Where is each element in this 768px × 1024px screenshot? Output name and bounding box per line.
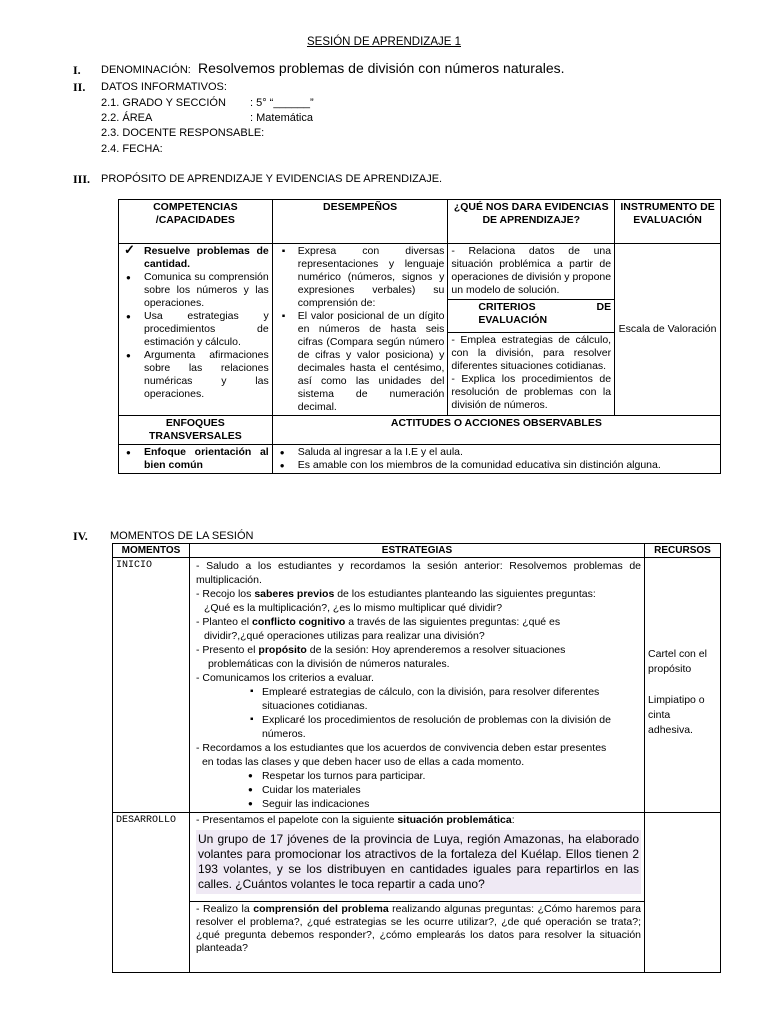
area-value: : Matemática [250, 112, 313, 124]
header-recursos: RECURSOS [645, 544, 721, 558]
actitud-item: ● Saluda al ingresar a la I.E y el aula. [276, 446, 717, 459]
section-3-number: III. [73, 172, 91, 186]
section-2-number: II. [73, 80, 86, 94]
estrategias-desarrollo [189, 813, 644, 902]
criterio-item: - Emplea estrategias de cálculo, con la división, para resolver diferentes situaciones cotidianas. [451, 334, 612, 373]
page-title: SESIÓN DE APRENDIZAJE 1 [306, 36, 461, 48]
competencias-cell [119, 244, 273, 416]
inicio-line: - Planteo el conflicto cognitivo a través de las siguientes preguntas: ¿qué es [195, 616, 561, 628]
inicio-line: - Saludo a los estudiantes y recordamos la sesión anterior: Resolvemos problemas de multiplicación. [195, 560, 642, 586]
header-evidencias: ¿QUÉ NOS DARA EVIDENCIAS DE APRENDIZAJE? [448, 200, 615, 244]
denominacion-label: DENOMINACIÓN: [101, 64, 191, 76]
inicio-line: - Recojo los saberes previos de los estudiantes planteando las siguientes preguntas: [195, 588, 596, 600]
criterios-header: CRITERIOS DE EVALUACIÓN [448, 299, 614, 329]
desarrollo-line: - Presentamos el papelote con la siguiente situación problemática: [195, 814, 515, 826]
criterio-inicio: ▪ Emplearé estrategias de cálculo, con la división, para resolver diferentes situaciones cotidianas. [244, 685, 641, 713]
inicio-line: dividir?,¿qué operaciones utilizas para realizar una división? [203, 630, 485, 642]
header-actitudes: ACTITUDES O ACCIONES OBSERVABLES [272, 416, 720, 445]
header-enfoques: ENFOQUES TRANSVERSALES [119, 416, 273, 445]
capacidad-item: ● Comunica su comprensión sobre los números y las operaciones. [122, 271, 269, 310]
momento-inicio: INICIO [113, 558, 190, 813]
evidencia-cell [448, 244, 615, 333]
desempenos-cell [272, 244, 448, 416]
section-4-number: IV. [73, 529, 88, 543]
grado-label: 2.1. GRADO Y SECCIÓN [101, 97, 226, 109]
norma-item: ● Respetar los turnos para participar. [244, 769, 641, 783]
capacidad-item: ● Argumenta afirmaciones sobre las relaciones numéricas y las operaciones. [122, 349, 269, 401]
header-momentos: MOMENTOS [113, 544, 190, 558]
header-estrategias: ESTRATEGIAS [189, 544, 644, 558]
actitud-item: ● Es amable con los miembros de la comunidad educativa sin distinción alguna. [276, 459, 717, 472]
header-competencias: COMPETENCIAS /CAPACIDADES [119, 200, 273, 244]
desempeno-item: ▪ Expresa con diversas representaciones y lenguaje numérico (números, signos y expresiones verbales) su comprensión de: [276, 245, 445, 310]
instrumento-cell: Escala de Valoración [615, 244, 721, 416]
header-instrumento: INSTRUMENTO DE EVALUACIÓN [615, 200, 721, 244]
header-desempenos: DESEMPEÑOS [272, 200, 448, 244]
inicio-line: - Comunicamos los criterios a evaluar. [195, 672, 374, 684]
inicio-line: problemáticas con la división de números naturales. [207, 658, 450, 670]
competencia-item: ✓ Resuelve problemas de cantidad. [122, 245, 269, 271]
momentos-label: MOMENTOS DE LA SESIÓN [110, 530, 254, 542]
area-label: 2.2. ÁREA [101, 112, 153, 124]
section-1-number: I. [73, 63, 81, 77]
inicio-line: en todas las clases y que deben hacer uso de ellas a cada momento. [201, 756, 525, 768]
evidencia-text: - Relaciona datos de una situación problémica a partir de operaciones de división y propone un modelo de solución. [451, 245, 612, 296]
norma-item: ● Seguir las indicaciones [244, 797, 641, 811]
capacidad-item: ● Usa estrategias y procedimientos de estimación y cálculo. [122, 310, 269, 349]
denominacion-value: Resolvemos problemas de división con números naturales. [198, 60, 565, 76]
momento-desarrollo: DESARROLLO [113, 813, 190, 973]
inicio-line: - Presento el propósito de la sesión: Hoy aprenderemos a resolver situaciones [195, 644, 566, 656]
inicio-line: - Recordamos a los estudiantes que los acuerdos de convivencia deben estar presentes [195, 742, 607, 754]
grado-value: : 5° “______” [250, 97, 314, 109]
criterio-inicio: ▪ Explicaré los procedimientos de resolución de problemas con la división de números. [244, 713, 641, 741]
estrategias-comprension: - Realizo la comprensión del problema realizando algunas preguntas: ¿Cómo haremos para resolver el problema?, ¿qué estrategias se les ocurre utilizar?, ¿de qué operación se trata?; ¿qué pregunta debemos responder?, ¿cómo emplearás los datos para resolver la situación planteada? [189, 902, 644, 973]
recursos-desarrollo [645, 813, 721, 973]
recursos-inicio [645, 558, 721, 813]
datos-informativos-label: DATOS INFORMATIVOS: [101, 81, 227, 93]
proposito-label: PROPÓSITO DE APRENDIZAJE Y EVIDENCIAS DE APRENDIZAJE. [101, 173, 443, 185]
actitudes-cell [272, 445, 720, 474]
norma-item: ● Cuidar los materiales [244, 783, 641, 797]
criterio-item: - Explica los procedimientos de resolución de problemas con la división de números. [451, 373, 612, 412]
momentos-table [112, 543, 721, 973]
criterios-cell [448, 333, 615, 416]
inicio-line: ¿Qué es la multiplicación?, ¿es lo mismo multiplicar qué dividir? [203, 602, 503, 614]
enfoque-item: ● Enfoque orientación al bien común [122, 446, 269, 472]
recurso-limpiatipo: Limpiatipo o cinta adhesiva. [648, 694, 705, 736]
recurso-cartel: Cartel con el propósito [648, 648, 707, 675]
estrategias-inicio [189, 558, 644, 813]
desempeno-item: ▪ El valor posicional de un dígito en números de hasta seis cifras (Compara según número de cifras y valor posiciona) y decimales hasta el centésimo, así como las unidades del sistema de numeración decimal. [276, 310, 445, 414]
enfoque-cell [119, 445, 273, 474]
situacion-problematica: Un grupo de 17 jóvenes de la provincia de Luya, región Amazonas, ha elaborado volantes para promocionar los atractivos de la fortaleza del Kuélap. Ellos tienen 2 193 volantes, y se los distribuyen en cantidades iguales para repartirlos en las calles. ¿Cuántos volantes le toca repartir a cada uno? [196, 830, 641, 894]
fecha-label: 2.4. FECHA: [101, 143, 163, 155]
proposito-table [118, 199, 721, 474]
docente-label: 2.3. DOCENTE RESPONSABLE: [101, 127, 265, 139]
